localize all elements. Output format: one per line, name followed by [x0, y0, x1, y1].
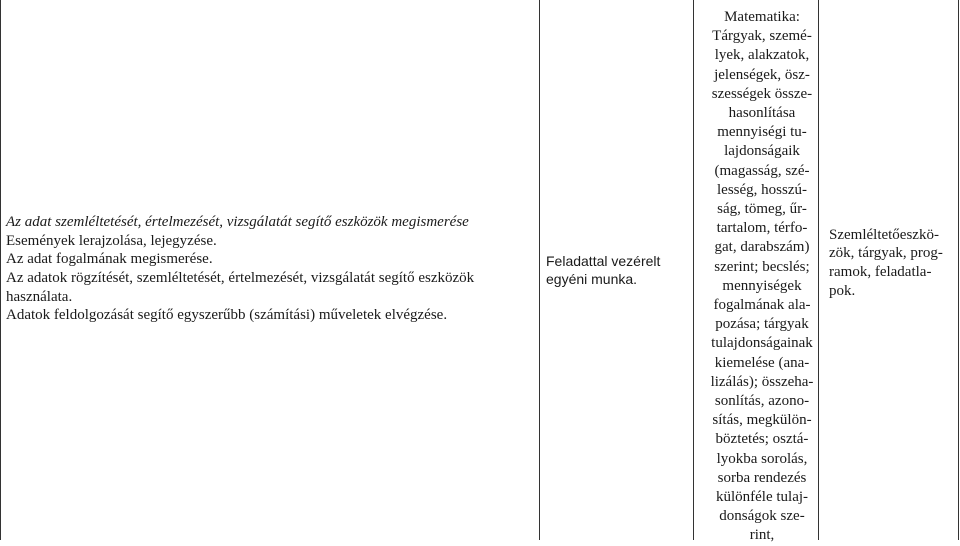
cell-line: lyek, alakzatok, [714, 47, 810, 64]
cell-line: Adatok feldolgozását segítő egyszerűbb (számítási) műveletek elvégzése. [6, 307, 448, 324]
cell-line: használata. [6, 288, 73, 305]
column-divider-1 [539, 0, 540, 540]
cell-line: szerint; becslés; [714, 258, 810, 275]
cell-line: (magasság, szé- [714, 162, 810, 179]
cell-line: lyokba sorolás, [716, 450, 808, 467]
cell-line: donságok sze- [719, 508, 805, 525]
cell-line: egyéni munka. [546, 271, 638, 287]
cell-line: tartalom, térfo- [716, 220, 808, 237]
cell-line: Az adat szemléltetését, értelmezését, vizsgálatát segítő eszközök megismerése [6, 214, 469, 231]
cell-line: tulajdonságainak [711, 335, 813, 352]
cell-line: mennyiségi tu- [717, 124, 807, 141]
table-cell-work-form [546, 0, 686, 540]
table-cell-content-objectives [6, 0, 536, 540]
table-border-left [0, 0, 1, 540]
cell-line: sítás, megkülön- [712, 412, 812, 429]
cell-line: sonlítás, azono- [714, 393, 810, 410]
cell-line: ramok, feladatla- [829, 264, 932, 280]
cell-line: pok. [829, 282, 856, 299]
cell-line: rint, [749, 527, 775, 544]
cell-line: lesség, hosszú- [717, 181, 807, 198]
cell-line: fogalmának ala- [713, 297, 811, 314]
cell-line: Matematika: [724, 9, 800, 25]
cell-line: szességek össze- [711, 85, 813, 102]
table-cell-tools [826, 0, 954, 540]
cell-line: különféle tulaj- [715, 489, 809, 506]
cell-line: sorba rendezés [717, 469, 807, 486]
cell-line: Az adat fogalmának megismerése. [6, 251, 213, 268]
cell-text-block [546, 252, 686, 288]
cell-line: lajdonságaik [724, 143, 800, 160]
cell-line: kiemelése (ana- [714, 354, 810, 371]
cell-line: Események lerajzolása, lejegyzése. [6, 232, 217, 249]
cell-text-block [6, 213, 530, 325]
cell-line: Tárgyak, szemé- [712, 28, 812, 45]
cell-line: hasonlítása [728, 105, 796, 122]
cell-line: Szemléltetőeszkö- [829, 226, 939, 243]
table-cell-connections [700, 8, 824, 546]
cell-line: Az adatok rögzítését, szemléltetését, értelmezését, vizsgálatát segítő eszközök [6, 270, 475, 286]
cell-line: gat, darabszám) [714, 239, 810, 256]
cell-line: böztetés; osztá- [715, 431, 809, 448]
cell-line: lizálás); összeha- [710, 373, 814, 390]
cell-text-block [829, 226, 954, 300]
cell-line: mennyiségek [722, 277, 802, 294]
column-divider-2 [693, 0, 694, 540]
table-border-right [958, 0, 959, 540]
cell-line: ság, tömeg, űr- [717, 201, 807, 218]
cell-line: jelenségek, ösz- [714, 66, 810, 83]
cell-line: Feladattal vezérelt [546, 253, 661, 269]
cell-line: zök, tárgyak, prog- [829, 245, 943, 262]
cell-line: pozása; tárgyak [715, 316, 809, 333]
